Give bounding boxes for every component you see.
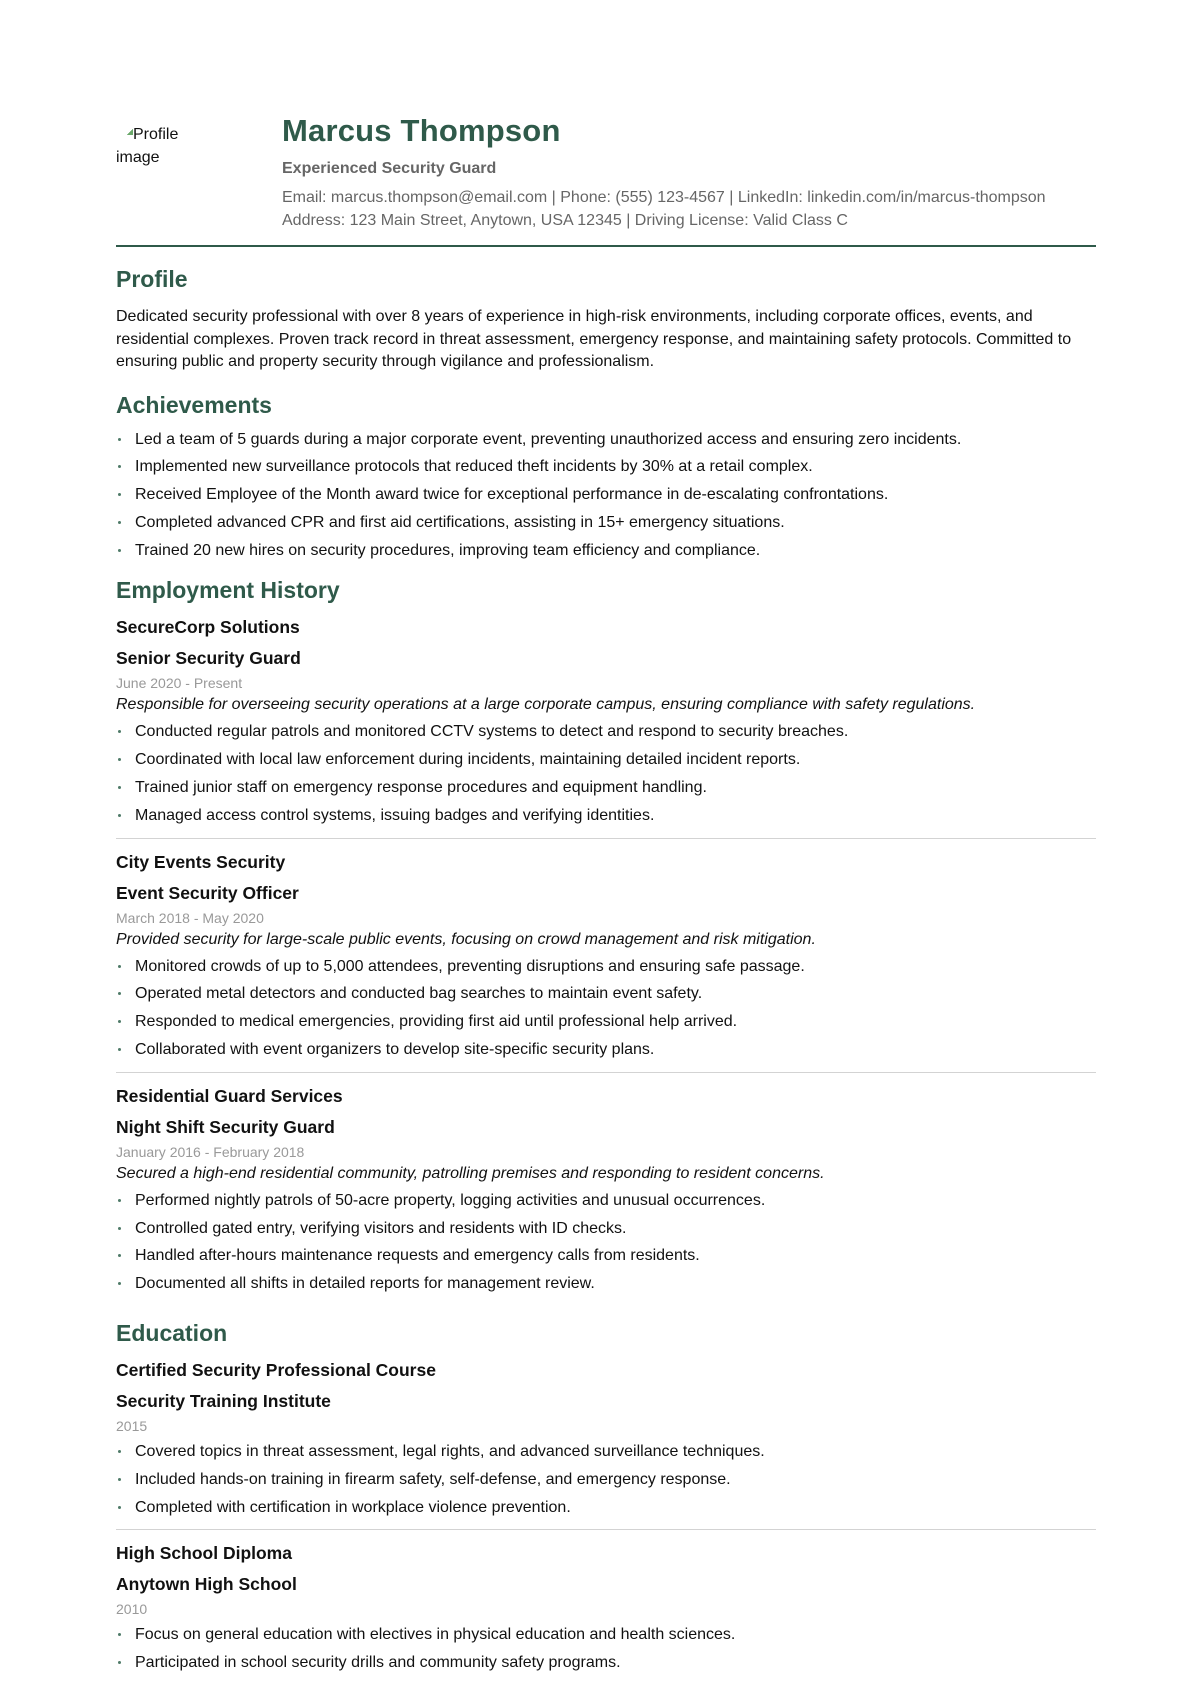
section-heading-education: Education [116, 1320, 228, 1347]
job-dates: March 2018 - May 2020 [116, 909, 264, 926]
bullet-icon [118, 1282, 121, 1285]
bullet-icon [118, 1020, 121, 1023]
bullet-icon [118, 1478, 121, 1481]
list-item: Completed advanced CPR and first aid certifications, assisting in 15+ emergency situations. [116, 509, 1096, 537]
list-item: Operated metal detectors and conducted bag searches to maintain event safety. [116, 980, 1096, 1008]
candidate-name: Marcus Thompson [282, 113, 561, 148]
job-company: City Events Security [116, 851, 286, 872]
contact-line-2: Address: 123 Main Street, Anytown, USA 12345 | Driving License: Valid Class C [282, 212, 848, 229]
profile-summary: Dedicated security professional with over 8 years of experience in high-risk environments, including corporate offices, events, and residential complexes. Proven track record in threat assessment, emergency response, and maintaining safety protocols. Committed to ensuring public and property security through vigilance and professionalism. [116, 308, 1072, 370]
list-item: Handled after-hours maintenance requests and emergency calls from residents. [116, 1242, 1096, 1270]
list-item: Responded to medical emergencies, providing first aid until professional help arrived. [116, 1008, 1096, 1036]
bullet-icon [118, 1450, 121, 1453]
job-company: SecureCorp Solutions [116, 617, 300, 638]
education-year: 2010 [116, 1601, 148, 1618]
job-role: Senior Security Guard [116, 648, 301, 669]
education-bullets [116, 1621, 1096, 1677]
job-bullets [116, 718, 1096, 829]
contact-line-1: Email: marcus.thompson@email.com | Phone: (555) 123-4567 | LinkedIn: linkedin.com/in/marcus-thompson [282, 189, 1046, 206]
section-heading-profile: Profile [116, 266, 188, 292]
education-section [116, 1319, 1096, 1685]
list-item: Participated in school security drills and community safety programs. [116, 1649, 1096, 1677]
bullet-icon [118, 1633, 121, 1636]
bullet-icon [118, 1661, 121, 1664]
list-item: Monitored crowds of up to 5,000 attendees, preventing disruptions and ensuring safe passage. [116, 953, 1096, 981]
bullet-icon [118, 992, 121, 995]
job-bullets [116, 953, 1096, 1064]
bullet-icon [118, 786, 121, 789]
bullet-icon [118, 814, 121, 817]
profile-image [116, 113, 282, 213]
list-item: Controlled gated entry, verifying visitors and residents with ID checks. [116, 1215, 1096, 1243]
education-degree: High School Diploma [116, 1543, 292, 1564]
bullet-icon [118, 1199, 121, 1202]
education-school: Anytown High School [116, 1574, 297, 1595]
job-description: Provided security for large-scale public events, focusing on crowd management and risk mitigation. [116, 930, 816, 948]
section-heading-achievements: Achievements [116, 391, 272, 418]
education-year: 2015 [116, 1418, 148, 1435]
list-item: Trained 20 new hires on security procedures, improving team efficiency and compliance. [116, 537, 1096, 565]
job-role: Night Shift Security Guard [116, 1116, 335, 1137]
list-item: Managed access control systems, issuing badges and verifying identities. [116, 802, 1096, 830]
bullet-icon [118, 1506, 121, 1509]
contact-info [282, 186, 1096, 232]
achievements-section [116, 391, 1096, 565]
job-entry [116, 616, 1096, 837]
list-item: Collaborated with event organizers to develop site-specific security plans. [116, 1036, 1096, 1064]
job-description: Secured a high-end residential community, patrolling premises and responding to resident concerns. [116, 1164, 825, 1182]
education-degree: Certified Security Professional Course [116, 1360, 436, 1381]
list-item: Led a team of 5 guards during a major corporate event, preventing unauthorized access and ensuring zero incidents. [116, 426, 1096, 454]
resume-header [116, 0, 1096, 247]
bullet-icon [118, 1227, 121, 1230]
profile-image-alt-text: Profile [133, 126, 179, 143]
job-dates: June 2020 - Present [116, 675, 243, 692]
employment-section [116, 576, 1096, 1306]
education-bullets [116, 1438, 1096, 1521]
section-heading-employment: Employment History [116, 577, 340, 604]
bullet-icon [118, 549, 121, 552]
list-item: Coordinated with local law enforcement during incidents, maintaining detailed incident reports. [116, 746, 1096, 774]
bullet-icon [118, 758, 121, 761]
bullet-icon [118, 493, 121, 496]
job-description: Responsible for overseeing security operations at a large corporate campus, ensuring compliance with safety regulations. [116, 696, 976, 714]
bullet-icon [118, 965, 121, 968]
bullet-icon [118, 1254, 121, 1257]
bullet-icon [118, 521, 121, 524]
list-item: Documented all shifts in detailed reports for management review. [116, 1270, 1096, 1298]
list-item: Conducted regular patrols and monitored CCTV systems to detect and respond to security breaches. [116, 718, 1096, 746]
list-item: Received Employee of the Month award twice for exceptional performance in de-escalating confrontations. [116, 481, 1096, 509]
bullet-icon [118, 438, 121, 441]
list-item: Implemented new surveillance protocols that reduced theft incidents by 30% at a retail complex. [116, 453, 1096, 481]
education-entry [116, 1359, 1096, 1529]
bullet-icon [118, 465, 121, 468]
job-company: Residential Guard Services [116, 1085, 343, 1106]
candidate-title: Experienced Security Guard [282, 160, 497, 177]
achievements-list [116, 426, 1096, 565]
profile-image-alt-text: image [116, 149, 160, 166]
job-bullets [116, 1187, 1096, 1298]
header-info [282, 113, 1096, 232]
job-entry [116, 1072, 1096, 1306]
profile-section [116, 265, 1096, 374]
list-item: Focus on general education with electives in physical education and health sciences. [116, 1621, 1096, 1649]
list-item: Covered topics in threat assessment, legal rights, and advanced surveillance techniques. [116, 1438, 1096, 1466]
education-school: Security Training Institute [116, 1391, 331, 1412]
job-entry [116, 838, 1096, 1072]
list-item: Trained junior staff on emergency response procedures and equipment handling. [116, 774, 1096, 802]
bullet-icon [118, 730, 121, 733]
job-dates: January 2016 - February 2018 [116, 1143, 305, 1160]
list-item: Completed with certification in workplace violence prevention. [116, 1494, 1096, 1522]
list-item: Performed nightly patrols of 50-acre property, logging activities and unusual occurrences. [116, 1187, 1096, 1215]
job-role: Event Security Officer [116, 882, 299, 903]
education-entry [116, 1529, 1096, 1685]
bullet-icon [118, 1048, 121, 1051]
list-item: Included hands-on training in firearm safety, self-defense, and emergency response. [116, 1466, 1096, 1494]
